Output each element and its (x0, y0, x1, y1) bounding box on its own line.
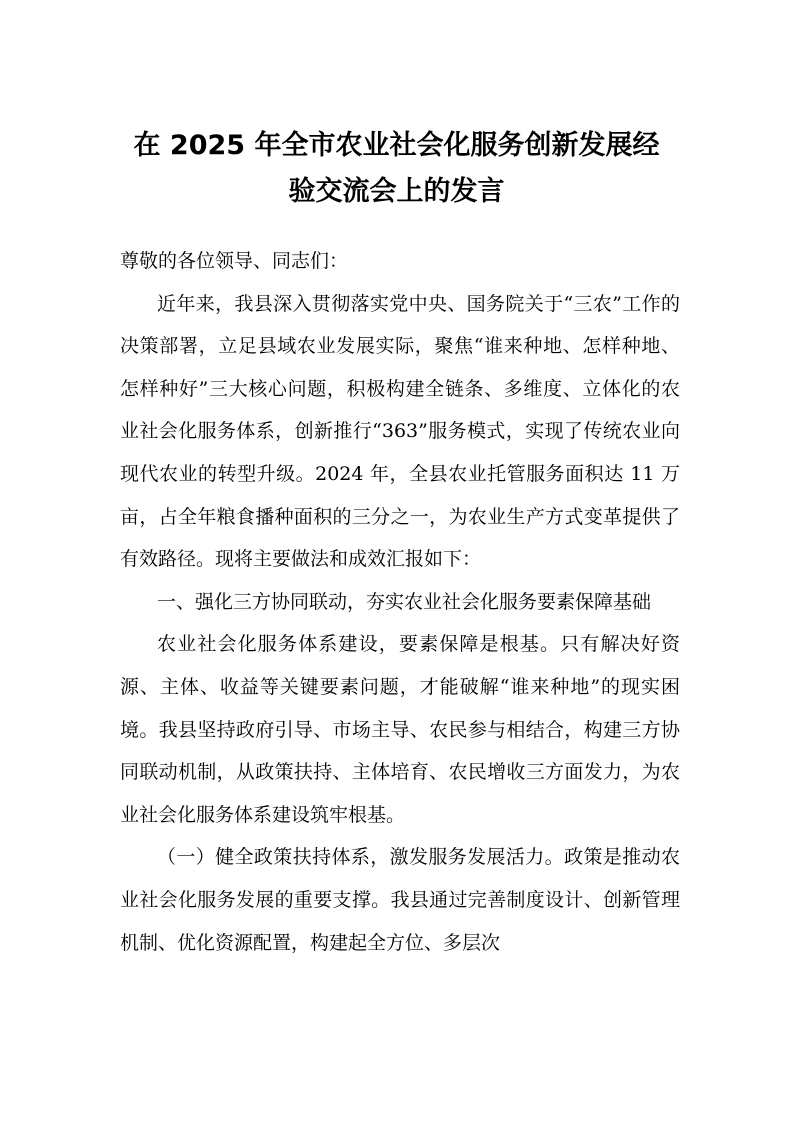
document-title-line-1: 在 2025 年全市农业社会化服务创新发展经 (133, 130, 660, 161)
intro-paragraph: 近年来，我县深入贯彻落实党中央、国务院关于“三农”工作的决策部署，立足县域农业发展实际，聚焦“谁来种地、怎样种地、怎样种好”三大核心问题，积极构建全链条、多维度、立体化的农业社会化服务体系，创新推行“363”服务模式，实现了传统农业向现代农业的转型升级。2024 年，全县农业托管服务面积达 11 万亩，占全年粮食播种面积的三分之一，为农业生产方式变革提供了有效路径。现将主要做法和成效汇报如下： (120, 292, 680, 571)
body-paragraph: 农业社会化服务体系建设，要素保障是根基。只有解决好资源、主体、收益等关键要素问题，才能破解“谁来种地”的现实困境。我县坚持政府引导、市场主导、农民参与相结合，构建三方协同联动机制，从政策扶持、主体培育、农民增收三方面发力，为农业社会化服务体系建设筑牢根基。 (120, 633, 680, 826)
document-body (120, 240, 680, 964)
subsection-paragraph-1: （一）健全政策扶持体系，激发服务发展活力。政策是推动农业社会化服务发展的重要支撑。我县通过完善制度设计、创新管理机制、优化资源配置，构建起全方位、多层次 (120, 846, 680, 954)
section-heading-1: 一、强化三方协同联动，夯实农业社会化服务要素保障基础 (157, 590, 652, 613)
document-title-line-2: 验交流会上的发言 (288, 176, 505, 207)
salutation: 尊敬的各位领导、同志们： (120, 250, 349, 272)
